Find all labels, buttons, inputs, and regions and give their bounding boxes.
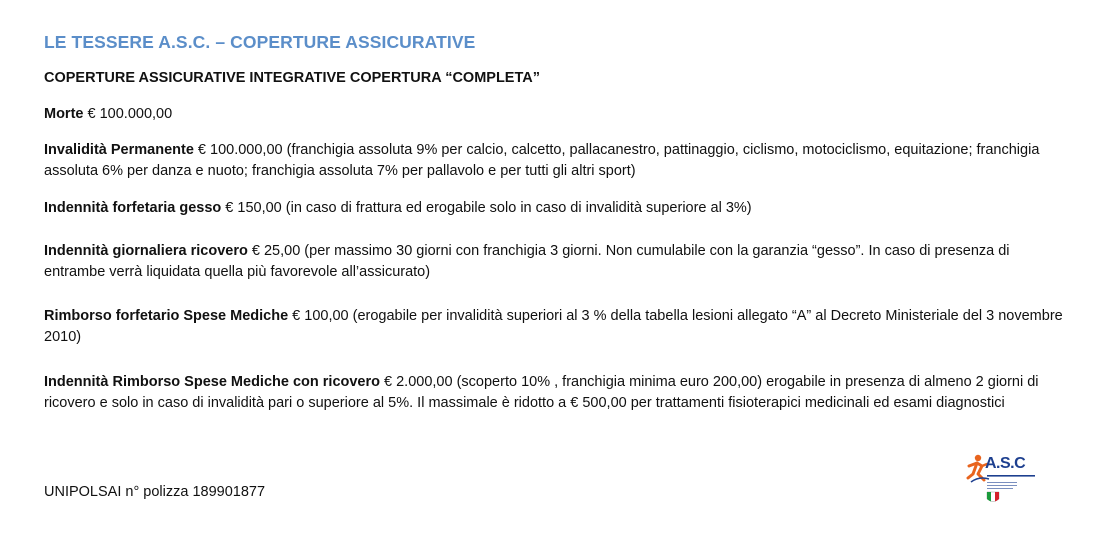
coverage-item-invalidita bbox=[44, 140, 1074, 182]
coverage-label: Morte bbox=[44, 106, 84, 122]
coverage-text: € 100.000,00 (franchigia assoluta 9% per calcio, calcetto, pallacanestro, pattinaggio, ciclismo, motociclismo, equitazione; franchigia assoluta 6% per danza e nuoto; franchigia assoluta 7% per pallavolo e per tutti gli altri sport) bbox=[44, 142, 1040, 179]
asc-logo-lettering: A.S.C bbox=[985, 455, 1026, 472]
coverage-text: € 150,00 (in caso di frattura ed erogabile solo in caso di invalidità superiore al 3%) bbox=[221, 200, 752, 216]
coverage-item-ricovero bbox=[44, 241, 1074, 283]
coverage-text: € 100.000,00 bbox=[83, 106, 173, 122]
policy-number: UNIPOLSAI n° polizza 189901877 bbox=[44, 484, 266, 500]
coverage-label: Rimborso forfetario Spese Mediche bbox=[44, 308, 289, 324]
coverage-item-gesso bbox=[44, 198, 1074, 219]
coverage-text: € 100,00 (erogabile per invalidità superiori al 3 % della tabella lesioni allegato “A” al Decreto Ministeriale del 3 novembre 2010) bbox=[44, 308, 1063, 345]
coverage-label: Invalidità Permanente bbox=[44, 142, 194, 158]
asc-logo bbox=[965, 452, 1045, 504]
coverage-item-rimborso-forfetario bbox=[44, 306, 1074, 348]
coverage-item-rimborso-ricovero bbox=[44, 372, 1074, 414]
coverage-label: Indennità forfetaria gesso bbox=[44, 200, 222, 216]
coverage-item-morte bbox=[44, 104, 1074, 125]
coverage-text: € 25,00 (per massimo 30 giorni con franchigia 3 giorni. Non cumulabile con la garanzia “gesso”. In caso di presenza di entrambe verrà liquidata quella più favorevole all’assicurato) bbox=[44, 243, 1010, 280]
coverage-label: Indennità Rimborso Spese Mediche con ricovero bbox=[44, 374, 380, 390]
section-subtitle: COPERTURE ASSICURATIVE INTEGRATIVE COPERTURA “COMPLETA” bbox=[44, 70, 540, 86]
page-title: LE TESSERE A.S.C. – COPERTURE ASSICURATIVE bbox=[44, 32, 476, 52]
coverage-text: € 2.000,00 (scoperto 10% , franchigia minima euro 200,00) erogabile in presenza di almeno 2 giorni di ricovero e solo in caso di invalidità pari o superiore al 5%. Il massimale è ridotto a € 500,00 per trattamenti fisioterapici medicinali ed esami diagnostici bbox=[44, 374, 1039, 411]
coverage-label: Indennità giornaliera ricovero bbox=[44, 243, 248, 259]
